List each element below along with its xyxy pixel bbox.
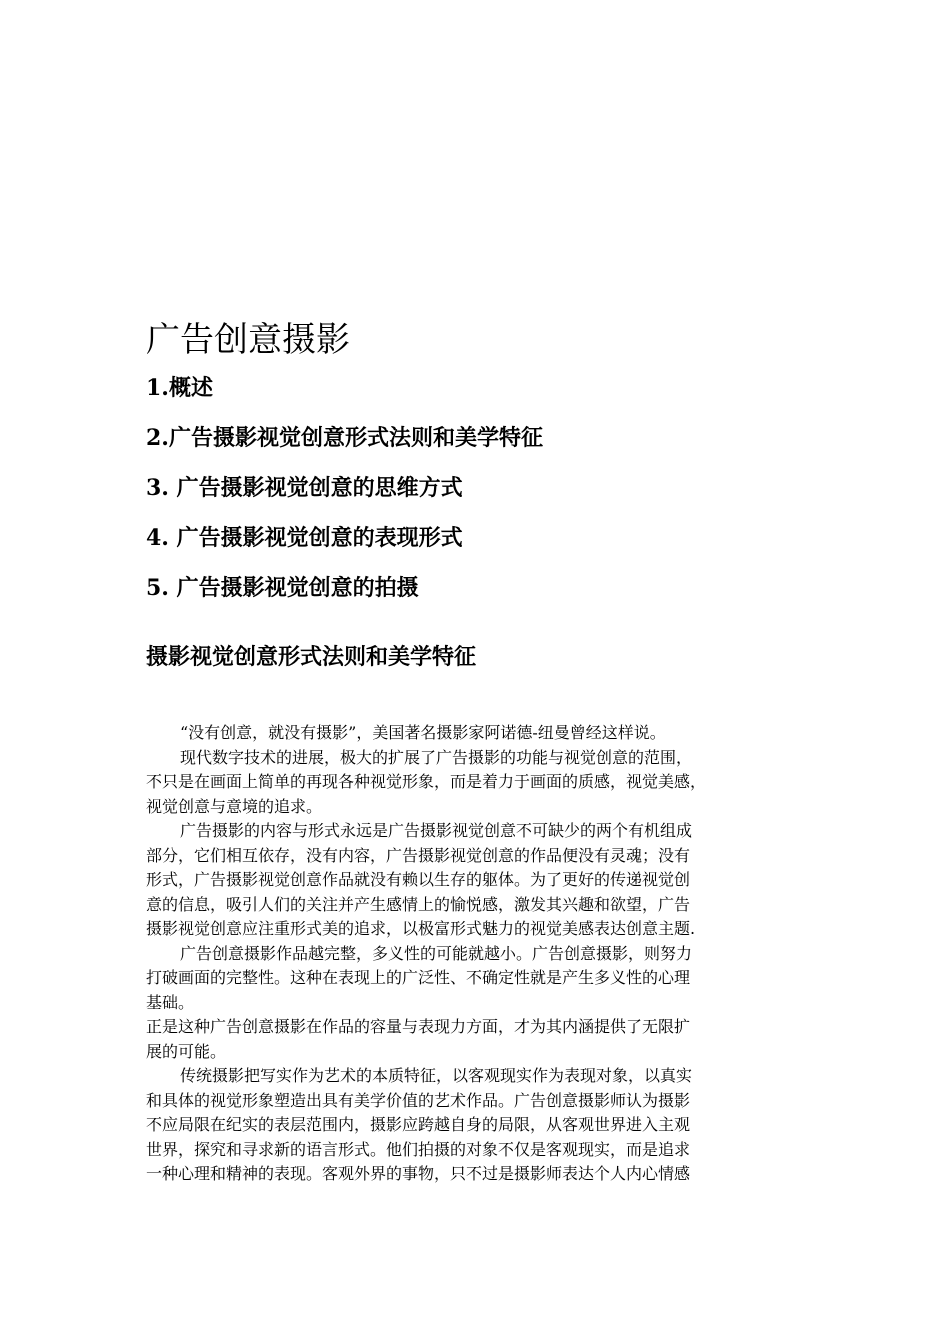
body-text (146, 721, 818, 1187)
toc-item: 4. 广告摄影视觉创意的表现形式 (146, 525, 463, 551)
toc-item: 2.广告摄影视觉创意形式法则和美学特征 (146, 425, 543, 451)
text-line: 正是这种广告创意摄影在作品的容量与表现力方面，才为其内涵提供了无限扩 (146, 1017, 691, 1036)
text-line: 不应局限在纪实的表层范围内，摄影应跨越自身的局限，从客观世界进入主观 (146, 1115, 691, 1134)
text-line: 形式，广告摄影视觉创意作品就没有赖以生存的躯体。为了更好的传递视觉创 (146, 870, 691, 889)
text-line: 打破画面的完整性。这种在表现上的广泛性、不确定性就是产生多义性的心理 (146, 968, 691, 987)
text-line: 意的信息，吸引人们的关注并产生感情上的愉悦感，激发其兴趣和欲望，广告 (146, 894, 691, 914)
text-line: 广告摄影的内容与形式永远是广告摄影视觉创意不可缺少的两个有机组成 (180, 821, 693, 840)
table-of-contents (146, 365, 543, 615)
text-line: 基础。 (146, 992, 195, 1012)
text-line: 传统摄影把写实作为艺术的本质特征，以客观现实作为表现对象，以真实 (180, 1066, 693, 1085)
text-line: 广告创意摄影作品越完整，多义性的可能就越小。广告创意摄影，则努力 (180, 943, 693, 963)
toc-item: 3. 广告摄影视觉创意的思维方式 (146, 475, 463, 501)
toc-item: 5. 广告摄影视觉创意的拍摄 (146, 575, 419, 601)
section-title: 摄影视觉创意形式法则和美学特征 (146, 645, 477, 670)
toc-item: 1.概述 (146, 375, 213, 401)
text-line: 部分，它们相互依存，没有内容，广告摄影视觉创意的作品便没有灵魂；没有 (146, 845, 691, 865)
text-line: 展的可能。 (146, 1041, 227, 1061)
text-line: 不只是在画面上简单的再现各种视觉形象，而是着力于画面的质感，视觉美感， (146, 772, 707, 791)
text-line: 视觉创意与意境的追求。 (146, 796, 323, 816)
text-line: “没有创意，就没有摄影”，美国著名摄影家阿诺德-纽曼曾经这样说。 (180, 723, 666, 742)
text-line: 世界，探究和寻求新的语言形式。他们拍摄的对象不仅是客观现实，而是追求 (146, 1139, 691, 1159)
text-line: 摄影视觉创意应注重形式美的追求，以极富形式魅力的视觉美感表达创意主题. (146, 919, 696, 938)
text-line: 现代数字技术的进展，极大的扩展了广告摄影的功能与视觉创意的范围， (180, 747, 693, 767)
document-title: 广告创意摄影 (146, 320, 350, 360)
text-line: 和具体的视觉形象塑造出具有美学价值的艺术作品。广告创意摄影师认为摄影 (146, 1090, 691, 1110)
text-line: 一种心理和精神的表现。客观外界的事物，只不过是摄影师表达个人内心情感 (146, 1164, 691, 1183)
